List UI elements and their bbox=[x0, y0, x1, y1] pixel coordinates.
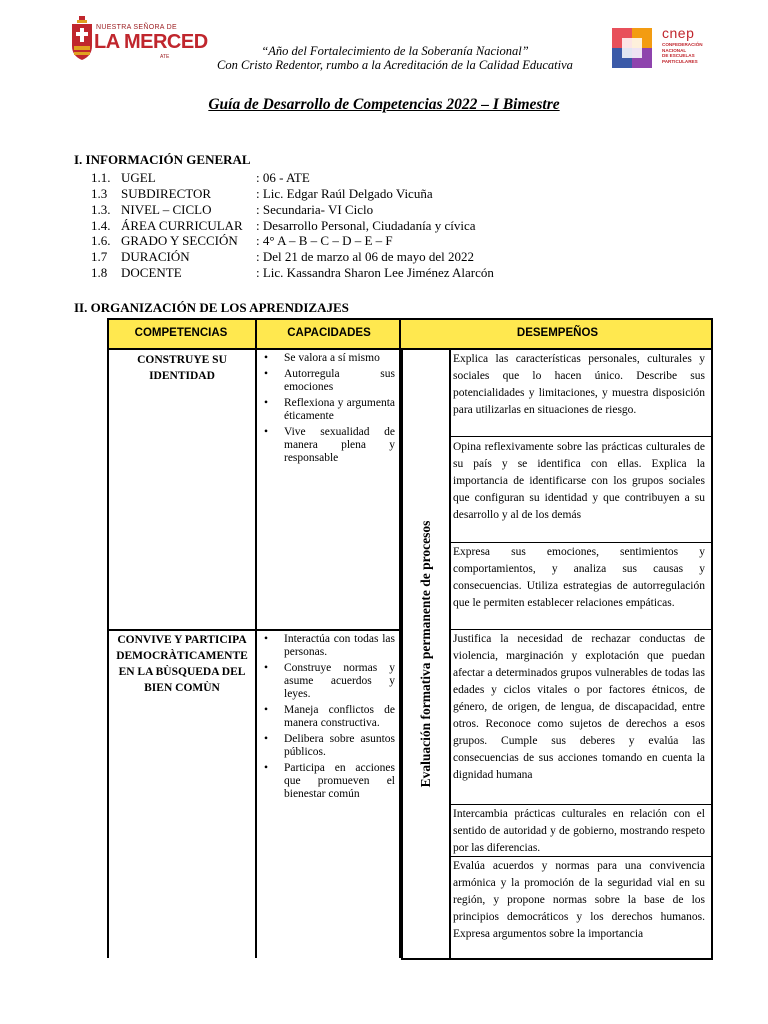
list-item: • Autorregula sus emociones bbox=[258, 368, 395, 394]
section2-heading: II. ORGANIZACIÓN DE LOS APRENDIZAJES bbox=[74, 300, 349, 315]
logo-line1: NUESTRA SEÑORA DE bbox=[96, 24, 177, 31]
list-item: • Reflexiona y argumenta éticamente bbox=[258, 397, 395, 423]
competency-2-name: CONVIVE Y PARTICIPA DEMOCRÀTICAMENTE EN LA BÙSQUEDA DEL BIEN COMÙN bbox=[116, 634, 248, 694]
cnep-name: cnep bbox=[662, 25, 695, 41]
cnep-subtitle: CONFEDERACIÓN NACIONAL DE ESCUELAS PARTICULARES bbox=[662, 42, 703, 64]
list-item: • Delibera sobre asuntos públicos. bbox=[258, 733, 395, 759]
performance-1-3: Expresa sus emociones, sentimientos y comportamientos, y analiza sus causas y consecuencias. Utiliza estrategias de autorregulación que le permiten establecer relaciones empáticas. bbox=[453, 546, 705, 609]
info-row-grado: 1.6. GRADO Y SECCIÓN : 4° A – B – C – D – E – F bbox=[91, 233, 393, 248]
performance-2-3: Evalúa acuerdos y normas para una convivencia armónica y la promoción de la seguridad vial en su región, y propone normas sobre la base de los principios democráticos y los derechos humanos. Expresa argumentos sobre la importancia bbox=[453, 860, 705, 940]
page-title: Guía de Desarrollo de Competencias 2022 – I Bimestre bbox=[208, 96, 560, 113]
performance-1-2: Opina reflexivamente sobre las prácticas culturales de su país y se identifica con ellas. Explica la importancia de identificarse con los grupos sociales que configuran su identidad y que contribuyen a su desarrollo y al de los demás bbox=[453, 441, 705, 521]
logo-line2: LA MERCED bbox=[94, 31, 208, 53]
info-row-docente: 1.8 DOCENTE : Lic. Kassandra Sharon Lee Jiménez Alarcón bbox=[91, 265, 494, 280]
info-row-nivel: 1.3. NIVEL – CICLO : Secundaria- VI Ciclo bbox=[91, 202, 374, 217]
info-row-ugel: 1.1. UGEL : 06 - ATE bbox=[91, 170, 310, 185]
competency-2-capacities bbox=[258, 633, 395, 804]
performance-1-1: Explica las características personales, culturales y sociales que lo hacen único. Describe sus potencialidades y limitaciones, y muestra disposición para utilizarlas en situaciones de riesgo. bbox=[453, 353, 705, 416]
motto-line2: Con Cristo Redentor, rumbo a la Acreditación de la Calidad Educativa bbox=[217, 58, 573, 72]
school-logo bbox=[70, 16, 208, 62]
info-row-area: 1.4. ÁREA CURRICULAR : Desarrollo Personal, Ciudadanía y cívica bbox=[91, 218, 476, 233]
performance-2-2: Intercambia prácticas culturales en relación con el sentido de autoridad y de gobierno, mostrando respeto por las diferencias. bbox=[453, 808, 705, 854]
motto-line1: “Año del Fortalecimiento de la Soberanía Nacional” bbox=[261, 44, 529, 58]
list-item: • Vive sexualidad de manera plena y responsable bbox=[258, 426, 395, 465]
info-row-subdirector: 1.3 SUBDIRECTOR : Lic. Edgar Raúl Delgado Vicuña bbox=[91, 186, 433, 201]
list-item: • Interactúa con todas las personas. bbox=[258, 633, 395, 659]
section1-heading: I. INFORMACIÓN GENERAL bbox=[74, 152, 251, 167]
list-item: • Se valora a sí mismo bbox=[258, 352, 395, 365]
competency-1-name: CONSTRUYE SU IDENTIDAD bbox=[137, 354, 227, 382]
cnep-logo bbox=[610, 26, 710, 70]
list-item: • Participa en acciones que promueven el bienestar común bbox=[258, 762, 395, 801]
performance-2-1: Justifica la necesidad de rechazar conductas de violencia, marginación y explotación que puedan afectar a determinados grupos vulnerables de todas las edades y ciclos vitales o por factores étnicos, de género, de origen, de lengua, de discapacidad, entre otros. Reconoce como sujetos de derechos a esos grupos. Cumple sus deberes y evalúa las consecuencias de sus acciones tomando en cuenta la dignidad humana bbox=[453, 633, 705, 781]
school-crest-icon bbox=[70, 16, 94, 60]
competency-1-capacities bbox=[258, 352, 395, 468]
cnep-logo-icon bbox=[610, 26, 654, 70]
logo-line3: ATE bbox=[160, 54, 170, 60]
evaluation-label: Evaluación formativa permanente de procesos bbox=[418, 520, 433, 788]
list-item: • Maneja conflictos de manera constructiva. bbox=[258, 704, 395, 730]
list-item: • Construye normas y asume acuerdos y leyes. bbox=[258, 662, 395, 701]
info-row-duracion: 1.7 DURACIÓN : Del 21 de marzo al 06 de mayo del 2022 bbox=[91, 249, 475, 264]
